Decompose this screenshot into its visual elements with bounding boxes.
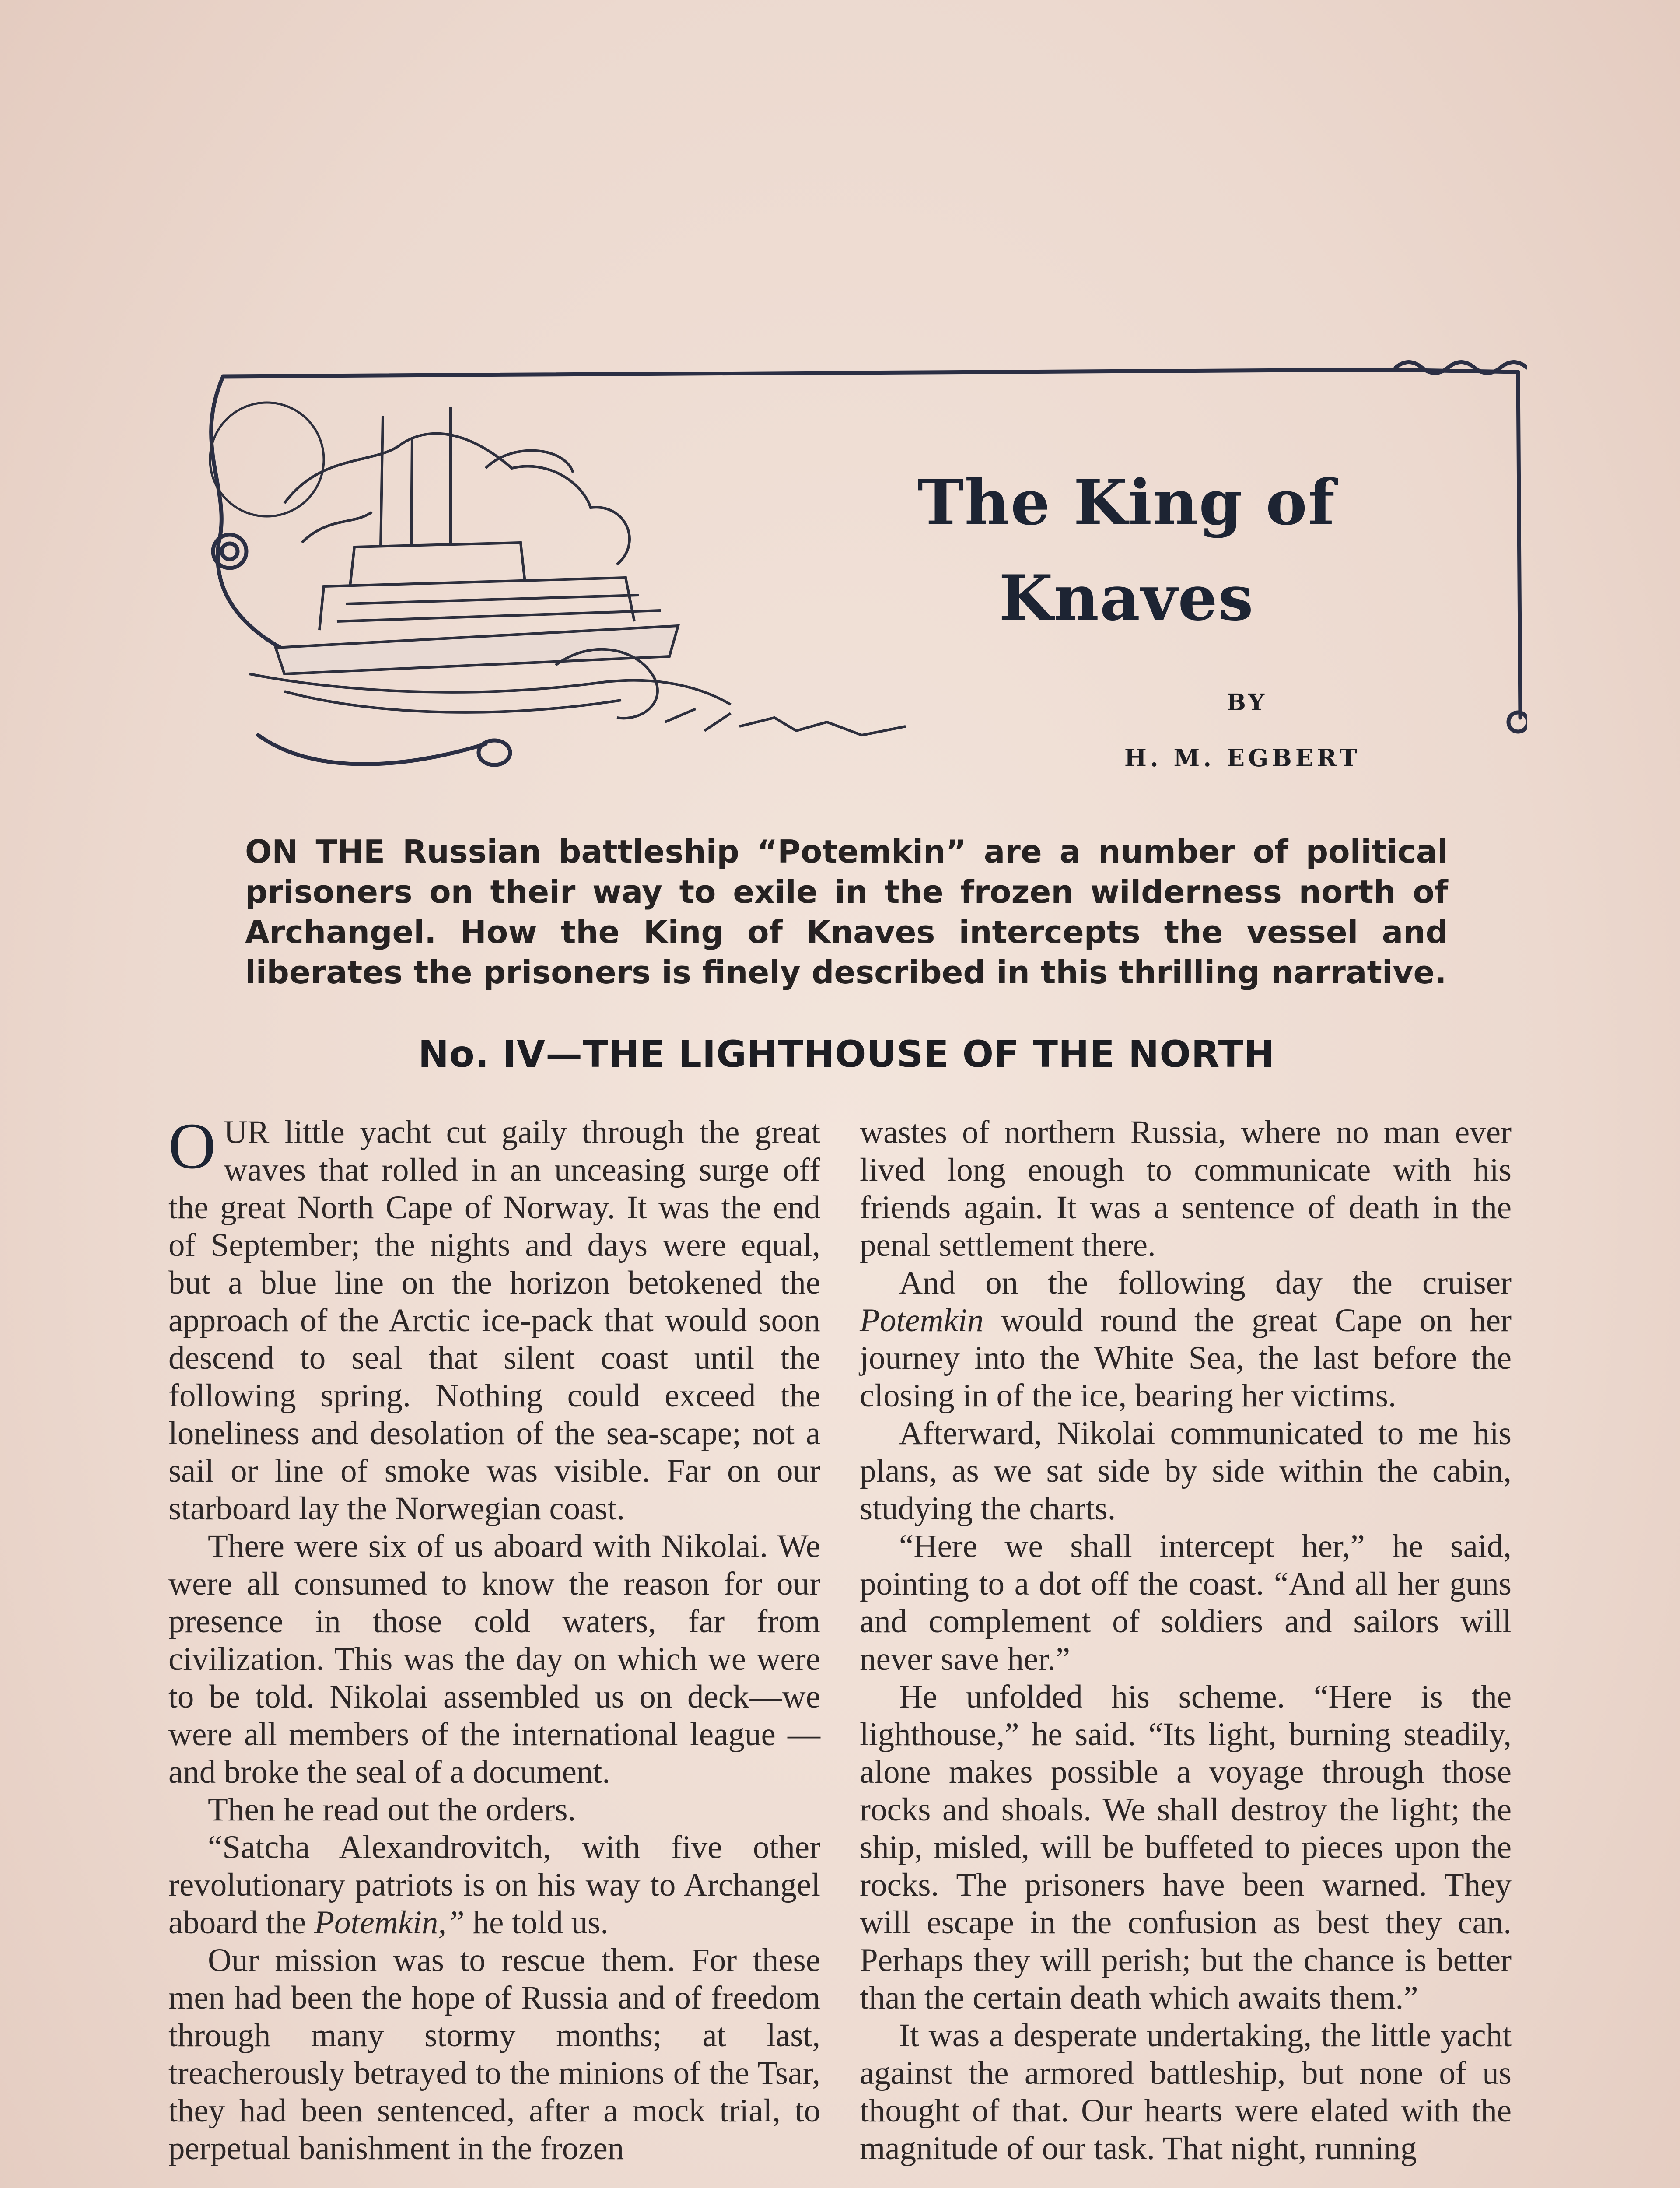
frame-right-line <box>1518 372 1520 718</box>
paragraph: There were six of us aboard with Nikolai. We were all consumed to know the reason for our presence in those cold waters, far from civilization. This was the day on which we were to be told. Nikolai assembled us on deck—we were all members of the international league —and broke the seal of a document. <box>168 1528 820 1790</box>
article-intro: ON THE Russian battleship “Potemkin” are a number of political prisoners on their way to exile in the frozen wilderness north of Archangel. How the King of Knaves intercepts the vessel and liberates the prisoners is finely described in this thrilling narrative. <box>245 833 1448 991</box>
paragraph: “Here we shall intercept her,” he said, pointing to a dot off the coast. “And all her guns and complement of soldiers and sailors will never save her.” <box>860 1528 1512 1677</box>
paragraph: wastes of northern Russia, where no man ever lived long enough to communicate with his friends again. It was a sentence of death in the penal settlement there. <box>860 1114 1512 1263</box>
paragraph: OUR little yacht cut gaily through the great waves that rolled in an unceasing surge off the great North Cape of Norway. It was the end of September; the nights and days were equal, but a blue line on the horizon betokened the approach of the Arctic ice-pack that would soon descend to seal that silent coast until the following spring. Nothing could exceed the loneliness and desolation of the sea-scape; not a sail or line of smoke was visible. Far on our starboard lay the Norwegian coast. <box>168 1110 820 1527</box>
ship-name: Potemkin,” <box>314 1904 465 1941</box>
author-name: H. M. EGBERT <box>1124 744 1361 772</box>
paragraph: Afterward, Nikolai communicated to me his plans, as we sat side by side within the cabin, studying the charts. <box>860 1415 1512 1527</box>
text-column-right <box>860 1114 1512 2167</box>
battleship-illustration <box>210 403 906 735</box>
paragraph: It was a desperate undertaking, the little yacht against the armored battleship, but none of us thought of that. Our hearts were elated with the magnitude of our task. That night, running <box>860 2017 1512 2167</box>
article-title-line2: Knaves <box>999 562 1254 635</box>
frame-top-line <box>223 370 1518 376</box>
frame-bottom-curve <box>258 735 486 764</box>
text-column-left <box>168 1110 820 2167</box>
paragraph: And on the following day the cruiser Potemkin would round the great Cape on her journey into the White Sea, the last before the closing in of the ice, bearing her victims. <box>860 1265 1512 1414</box>
ship-name: Potemkin <box>860 1302 984 1339</box>
article-title-line1: The King of <box>917 466 1336 539</box>
article-title <box>853 455 1400 646</box>
paragraph: “Satcha Alexandrovitch, with five other revolutionary patriots is on his way to Archangel aboard the Potemkin,” he told us. <box>168 1829 820 1941</box>
paragraph: Then he read out the orders. <box>208 1792 576 1828</box>
paragraph: Our mission was to rescue them. For these men had been the hope of Russia and of freedom through many stormy months; at last, treacherously betrayed to the minions of the Tsar, they had been sentenced, after a mock trial, to perpetual banishment in the frozen <box>168 1942 820 2167</box>
chapter-subtitle: No. IV—THE LIGHTHOUSE OF THE NORTH <box>418 1033 1275 1076</box>
drop-cap: O <box>168 1110 216 1182</box>
paragraph: He unfolded his scheme. “Here is the lighthouse,” he said. “Its light, burning steadily, alone makes possible a voyage through those rocks and shoals. We shall destroy the light; the ship, misled, will be buffeted to pieces upon the rocks. The prisoners have been warned. They will escape in the confusion as best they can. Perhaps they will perish; but the chance is better than the certain death which awaits them.” <box>860 1679 1512 2016</box>
byline-label: BY <box>1226 689 1267 716</box>
